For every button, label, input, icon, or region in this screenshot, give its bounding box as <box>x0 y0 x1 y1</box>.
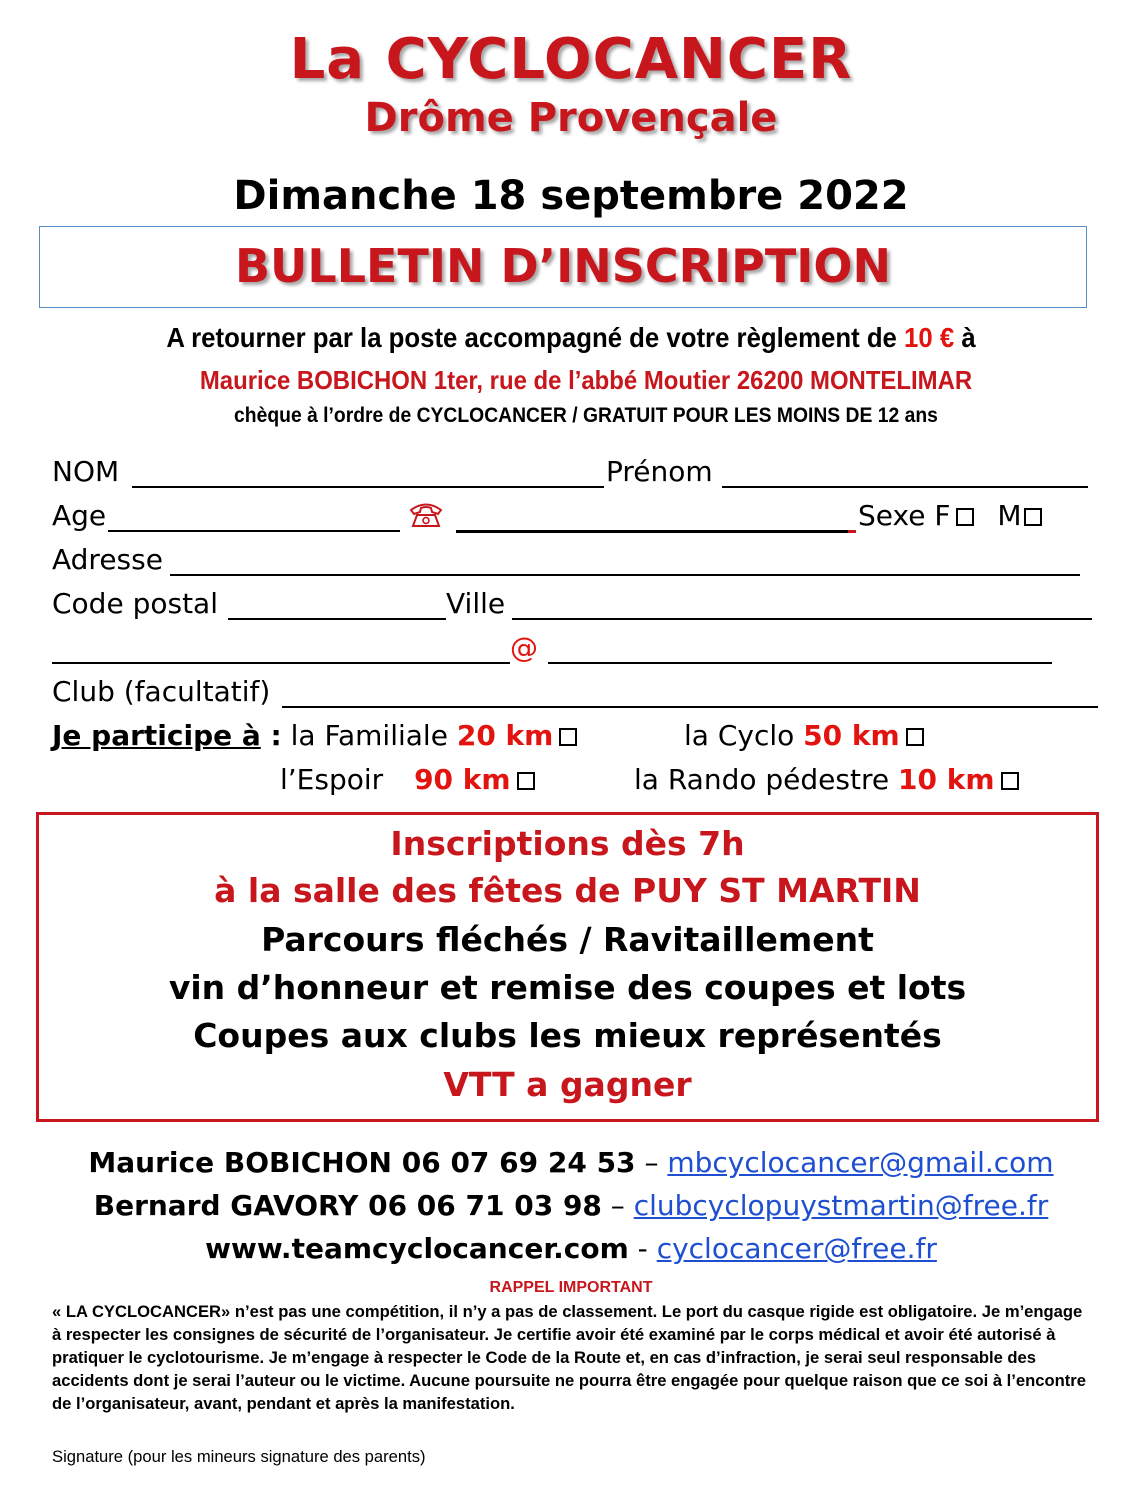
checkbox-sexe-m[interactable] <box>1024 508 1042 526</box>
cheque-note: chèque à l’ordre de CYCLOCANCER / GRATUIT POUR LES MOINS DE 12 ans <box>234 404 938 427</box>
info-line-1: Inscriptions dès 7h <box>390 824 745 863</box>
info-line-5: Coupes aux clubs les mieux représentés <box>193 1016 942 1055</box>
info-line-2: à la salle des fêtes de PUY ST MARTIN <box>214 871 921 910</box>
info-line-3: Parcours fléchés / Ravitaillement <box>261 920 874 959</box>
field-adresse[interactable] <box>170 574 1080 576</box>
participation-row-1 <box>52 716 577 756</box>
telephone-icon <box>408 501 444 529</box>
label-prenom: Prénom <box>606 455 713 488</box>
field-email-user[interactable] <box>52 662 510 664</box>
field-club[interactable] <box>282 706 1098 708</box>
rappel-text: « LA CYCLOCANCER» n’est pas une compétition, il n’y a pas de classement. Le port du casque rigide est obligatoire. Je m’engage à respecter les consignes de sécurité de l’organisateur. Je certifie avoir été examiné par le corps médical et avoir été autorisé à pratiquer le cyclotourisme. Je m’engage à respecter le Code de la Route et, en cas d’infraction, je serai seul responsable des accidents dont je serai l’auteur ou le victime. Aucune poursuite ne pourra être engagée pour quelque raison que ce soi à l’encontre de l’organisateur, avant, pendant et après la manifestation. <box>52 1302 1086 1413</box>
event-subtitle: Drôme Provençale <box>364 95 778 141</box>
contact-3 <box>0 1229 1142 1269</box>
participation-cyclo <box>684 716 924 756</box>
price: 10 € <box>904 322 955 353</box>
label-participe: Je participe à <box>52 719 261 752</box>
field-phone-end <box>848 530 856 533</box>
participation-rando <box>634 760 1019 800</box>
contact-3-sep: - <box>628 1232 657 1265</box>
label-rando: la Rando pédestre <box>634 763 890 796</box>
email-at-sign: @ <box>510 631 538 664</box>
signature-label: Signature (pour les mineurs signature des parents) <box>52 1447 426 1466</box>
field-ville[interactable] <box>512 618 1092 620</box>
contact-1-name: Maurice BOBICHON 06 07 69 24 53 <box>88 1146 636 1179</box>
contact-2-name: Bernard GAVORY 06 06 71 03 98 <box>93 1189 602 1222</box>
checkbox-rando[interactable] <box>1001 772 1019 790</box>
contact-1-sep: – <box>635 1146 668 1179</box>
label-espoir: l’Espoir <box>280 763 384 796</box>
return-instructions <box>46 320 1097 356</box>
info-line-4: vin d’honneur et remise des coupes et lots <box>168 968 967 1007</box>
field-code-postal[interactable] <box>228 618 446 620</box>
label-code-postal: Code postal <box>52 587 218 620</box>
participe-colon: : <box>260 719 282 752</box>
checkbox-familiale[interactable] <box>559 728 577 746</box>
checkbox-cyclo[interactable] <box>906 728 924 746</box>
contact-3-email[interactable]: cyclocancer@free.fr <box>656 1232 937 1265</box>
checkbox-sexe-f[interactable] <box>956 508 974 526</box>
label-cyclo: la Cyclo <box>684 719 795 752</box>
label-nom: NOM <box>52 455 120 488</box>
postal-address: Maurice BOBICHON 1ter, rue de l’abbé Moutier 26200 MONTELIMAR <box>199 365 973 395</box>
contact-2-sep: – <box>601 1189 634 1222</box>
contact-1 <box>0 1143 1142 1183</box>
label-club: Club (facultatif) <box>52 675 271 708</box>
field-email-domain[interactable] <box>548 662 1052 664</box>
return-prefix: A retourner par la poste accompagné de votre règlement de <box>166 322 897 353</box>
familiale-distance: 20 km <box>456 719 554 752</box>
label-sexe-f: Sexe F <box>858 499 951 532</box>
rando-distance: 10 km <box>897 763 995 796</box>
participation-espoir <box>280 760 535 800</box>
contact-2-email[interactable]: clubcyclopuystmartin@free.fr <box>633 1189 1049 1222</box>
event-title: La CYCLOCANCER <box>289 27 853 92</box>
website[interactable]: www.teamcyclocancer.com <box>205 1232 629 1265</box>
sexe-group <box>858 496 1042 536</box>
event-date: Dimanche 18 septembre 2022 <box>233 173 909 219</box>
contact-1-email[interactable]: mbcyclocancer@gmail.com <box>667 1146 1054 1179</box>
label-sexe-m: M <box>997 499 1022 532</box>
info-line-6: VTT a gagner <box>443 1065 692 1104</box>
espoir-distance: 90 km <box>414 763 511 796</box>
return-suffix: à <box>961 322 976 353</box>
label-age: Age <box>52 499 107 532</box>
cyclo-distance: 50 km <box>803 719 900 752</box>
field-nom[interactable] <box>132 486 604 488</box>
label-adresse: Adresse <box>52 543 163 576</box>
field-age[interactable] <box>108 530 400 532</box>
rappel-title: RAPPEL IMPORTANT <box>489 1279 653 1296</box>
field-phone[interactable] <box>456 530 848 533</box>
label-familiale: la Familiale <box>290 719 448 752</box>
field-prenom[interactable] <box>722 486 1088 488</box>
bulletin-heading: BULLETIN D’INSCRIPTION <box>235 239 891 293</box>
label-ville: Ville <box>446 587 506 620</box>
checkbox-espoir[interactable] <box>517 772 535 790</box>
contact-2 <box>0 1186 1142 1226</box>
